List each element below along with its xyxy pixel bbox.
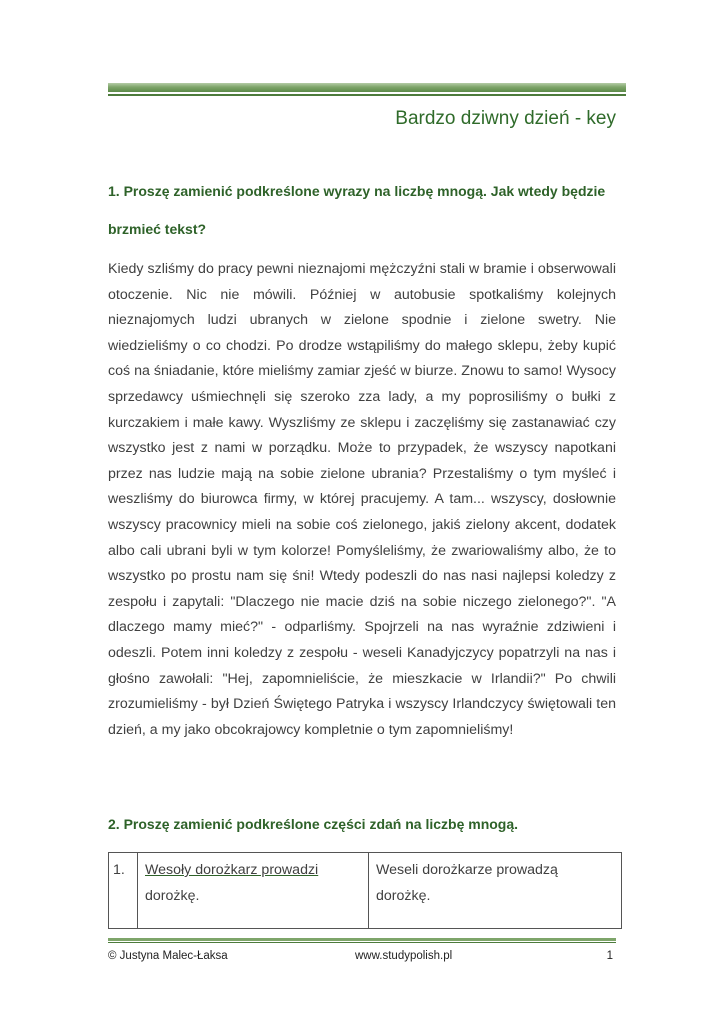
table-cell-number: 1. bbox=[109, 853, 138, 928]
exercise-2-table bbox=[108, 852, 622, 929]
table-cell-answer: Weseli dorożkarze prowadzą dorożkę. bbox=[376, 862, 558, 904]
sentence-rest: dorożkę. bbox=[145, 888, 200, 904]
exercise-1-heading-line-1: 1. Proszę zamienić podkreślone wyrazy na liczbę mnogą. Jak wtedy będzie bbox=[108, 183, 606, 199]
exercise-2-heading: 2. Proszę zamienić podkreślone części zdań na liczbę mnogą. bbox=[108, 816, 519, 832]
header-divider bbox=[108, 83, 626, 97]
footer-website: www.studypolish.pl bbox=[355, 950, 453, 962]
exercise-1-text: Kiedy szliśmy do pracy pewni nieznajomi mężczyźni stali w bramie i obserwowali otoczenie. Nic nie mówili. Później w autobusie spotkaliśmy kolejnych nieznajomych ludzi ubranych w zielone spodnie i zielone swetry. Nie wiedzieliśmy o co chodzi. Po drodze wstąpiliśmy do małego sklepu, żeby kupić coś na śniadanie, które mieliśmy zamiar zjeść w biurze. Znowu to samo! Wysocy sprzedawcy uśmiechnęli się szeroko zza lady, a my poprosiliśmy o bułki z kurczakiem i małe kawy. Wyszliśmy ze sklepu i zaczęliśmy się zastanawiać czy wszystko jest z nami w porządku. Może to przypadek, że wszyscy napotkani przez nas ludzie mają na sobie zielone ubrania? Przestaliśmy o tym myśleć i weszliśmy do biurowca firmy, w której pracujemy. A tam... wszyscy, dosłownie wszyscy pracownicy mieli na sobie coś zielonego, jakiś zielony akcent, dodatek albo cali ubrani byli w tym kolorze! Pomyśleliśmy, że zwariowaliśmy albo, że to wszystko po prostu nam się śni! Wtedy podeszli do nas nasi najlepsi koledzy z zespołu i zapytali: "Dlaczego nie macie dziś na sobie niczego zielonego?". "A dlaczego mamy mieć?" - odparliśmy. Spojrzeli na nas wyraźnie zdziwieni i odeszli. Potem inni koledzy z zespołu - weseli Kanadyjczycy popatrzyli na nas i głośno zawołali: "Hej, zapomnieliście, że mieszkacie w Irlandii?" Po chwili zrozumieliśmy - był Dzień Świętego Patryka i wszyscy Irlandczycy świętowali ten dzień, a my jako obcokrajowcy kompletnie o tym zapomnieliśmy! bbox=[108, 261, 616, 738]
table-cell-sentence bbox=[138, 853, 369, 928]
footer-page-number: 1 bbox=[606, 950, 613, 962]
underlined-phrase: Wesoły dorożkarz prowadzi bbox=[145, 862, 319, 878]
exercise-1-heading-line-2: brzmieć tekst? bbox=[108, 221, 207, 237]
footer-divider bbox=[108, 938, 616, 944]
document-title: Bardzo dziwny dzień - key bbox=[395, 108, 616, 129]
footer-copyright: © Justyna Malec-Łaksa bbox=[108, 950, 228, 962]
